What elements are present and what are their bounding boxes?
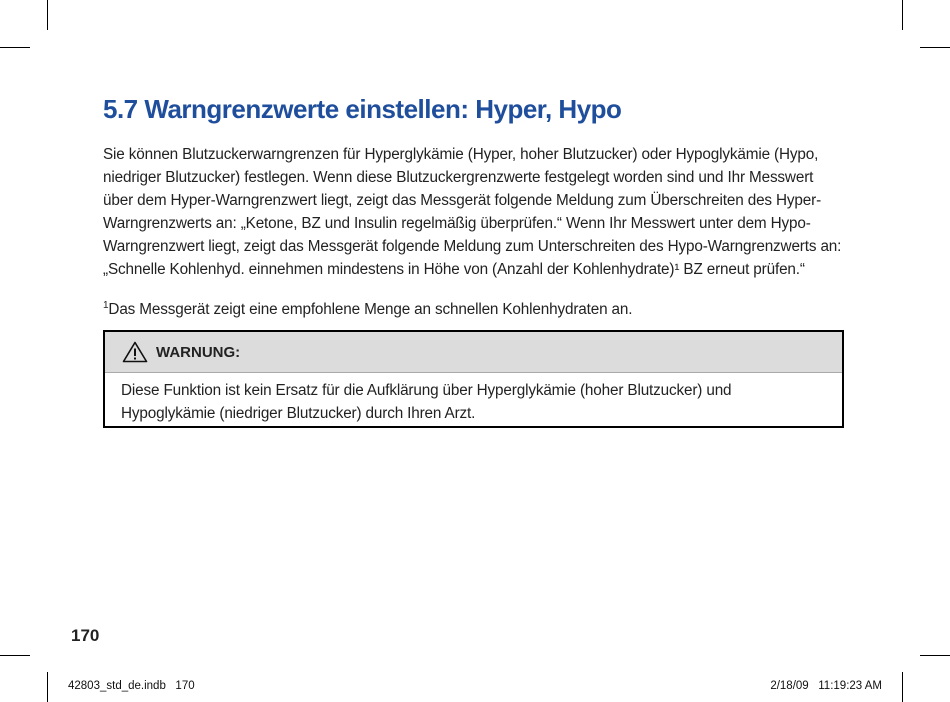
crop-mark bbox=[0, 47, 30, 48]
section-heading: 5.7 Warngrenzwerte einstellen: Hyper, Hypo bbox=[103, 94, 622, 124]
crop-mark bbox=[47, 672, 48, 702]
crop-mark bbox=[47, 0, 48, 30]
body-paragraph: Sie können Blutzuckerwarngrenzen für Hyperglykämie (Hyper, hoher Blutzucker) oder Hypoglykämie (Hypo, niedriger Blutzucker) festlegen. Wenn diese Blutzuckergrenzwerte festgelegt worden sind und Ihr Messwert über dem Hyper-Warngrenzwert liegt, zeigt das Messgerät folgende Meldung zum Überschreiten des Hyper-Warngrenzwerts an: „Ketone, BZ und Insulin regelmäßig überprüfen.“ Wenn Ihr Messwert unter dem Hypo-Warngrenzwert liegt, zeigt das Messgerät folgende Meldung zum Unterschreiten des Hypo-Warngrenzwerts an: „Schnelle Kohlenhyd. einnehmen mindestens in Höhe von (Anzahl der Kohlenhydrate)¹ BZ erneut prüfen.“ bbox=[103, 146, 842, 278]
print-slug-left: 42803_std_de.indb 170 bbox=[68, 680, 195, 692]
crop-mark bbox=[902, 0, 903, 30]
warning-box bbox=[103, 330, 844, 428]
warning-text: Diese Funktion ist kein Ersatz für die Aufklärung über Hyperglykämie (hoher Blutzucker) und Hypoglykämie (niedriger Blutzucker) durch Ihren Arzt. bbox=[121, 382, 732, 422]
warning-label: WARNUNG: bbox=[156, 343, 241, 361]
footnote-text: Das Messgerät zeigt eine empfohlene Menge an schnellen Kohlenhydraten an. bbox=[108, 301, 633, 318]
footnote-marker: 1 bbox=[103, 300, 109, 311]
crop-mark bbox=[920, 47, 950, 48]
warning-header bbox=[105, 332, 842, 373]
crop-mark bbox=[902, 672, 903, 702]
crop-mark bbox=[920, 655, 950, 656]
print-slug-right: 2/18/09 11:19:23 AM bbox=[770, 680, 882, 692]
crop-mark bbox=[0, 655, 30, 656]
warning-triangle-icon bbox=[122, 341, 148, 363]
footnote bbox=[103, 298, 843, 321]
page-number: 170 bbox=[71, 626, 100, 645]
